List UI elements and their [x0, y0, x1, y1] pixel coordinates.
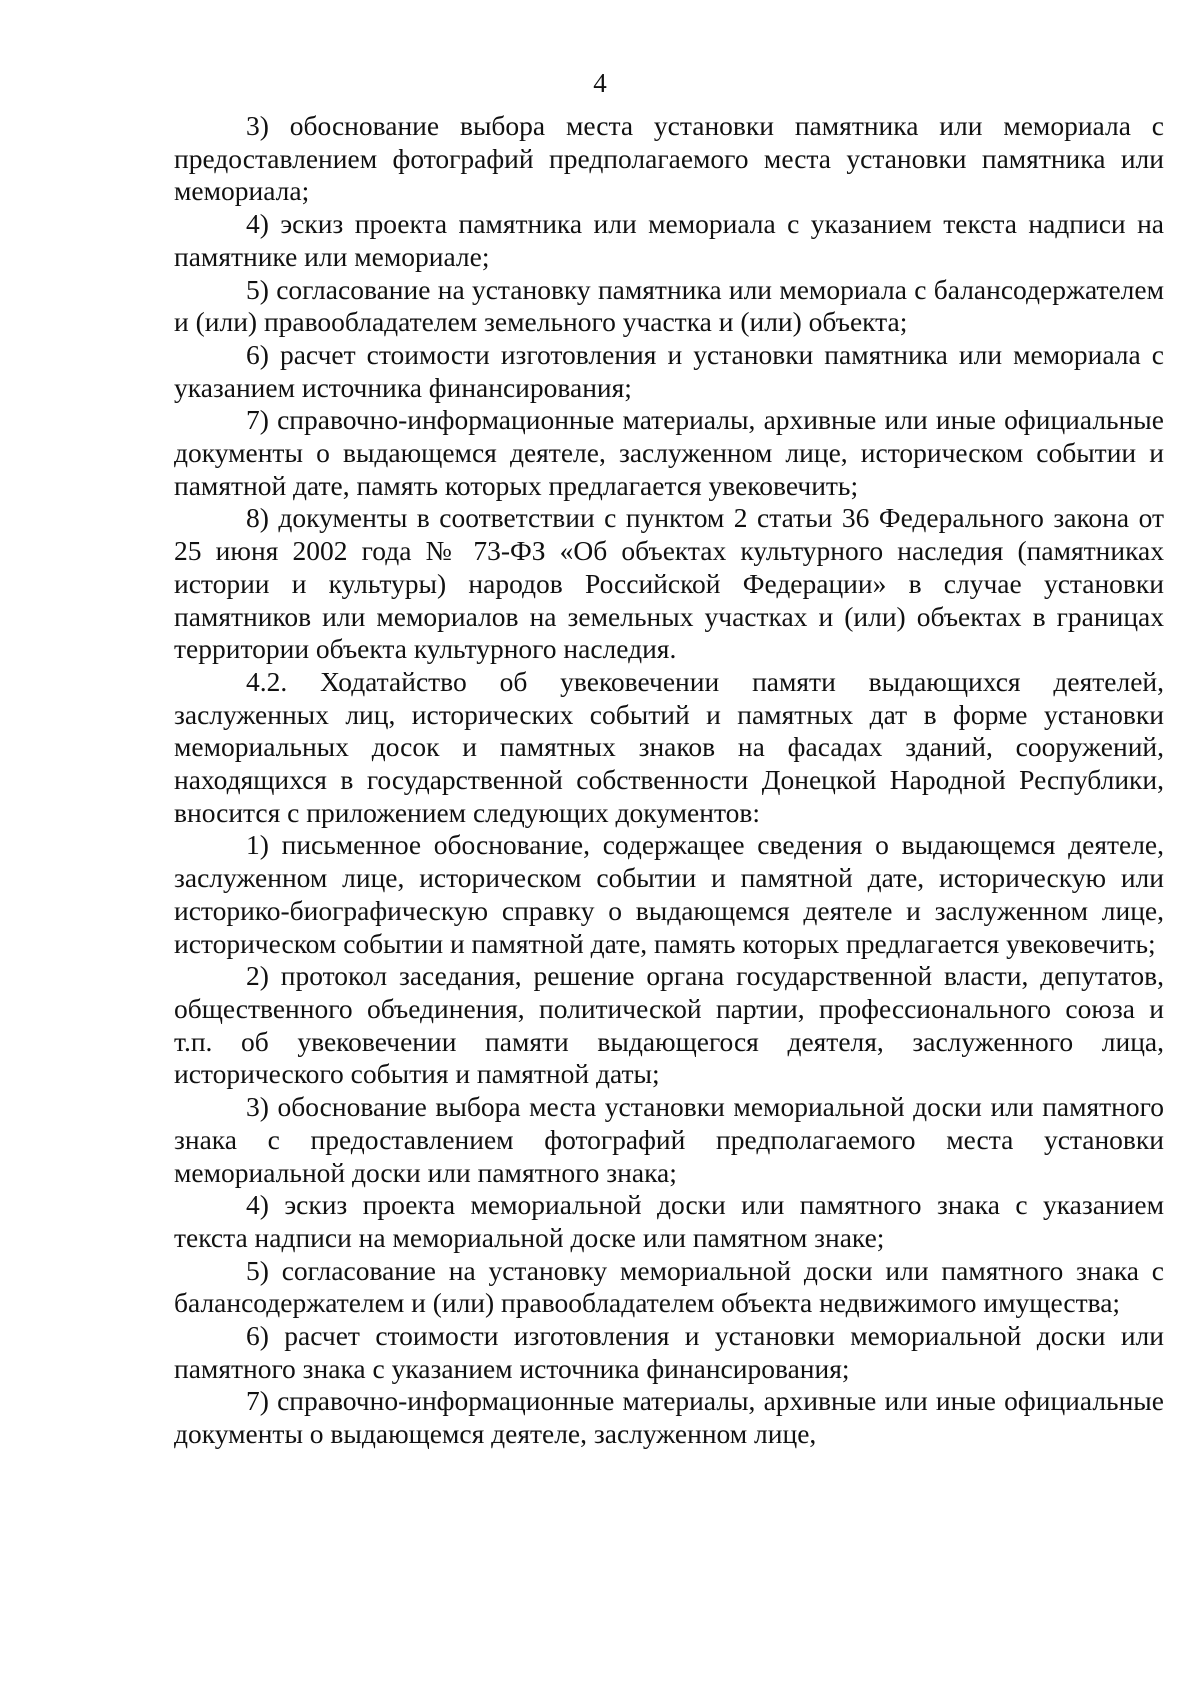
list-item-5-plaque-approval: 5) согласование на установку мемориальной доски или памятного знака с балансодержателем и (или) правообладателем объекта недвижимого имущества;	[174, 1254, 1164, 1319]
list-item-3-location-justification: 3) обоснование выбора места установки памятника или мемориала с предоставлением фотографий предполагаемого места установки памятника или мемориала;	[174, 110, 1164, 207]
list-item-3-plaque-location: 3) обоснование выбора места установки мемориальной доски или памятного знака с предоставлением фотографий предполагаемого места установки мемориальной доски или памятного знака;	[174, 1091, 1164, 1188]
list-item-6-plaque-cost: 6) расчет стоимости изготовления и установки мемориальной доски или памятного знака с указанием источника финансирования;	[174, 1320, 1164, 1384]
list-item-7-reference-materials: 7) справочно-информационные материалы, архивные или иные официальные документы о выдающемся деятеле, заслуженном лице, историческом событии и памятной дате, память которых предлагается увековечить;	[174, 404, 1164, 501]
section-4-2-petition: 4.2. Ходатайство об увековечении памяти выдающихся деятелей, заслуженных лиц, исторических событий и памятных дат в форме установки мемориальных досок и памятных знаков на фасадах зданий, сооружений, находящихся в государственной собственности Донецкой Народной Республики, вносится с приложением следующих документов:	[174, 665, 1164, 828]
list-item-5-installation-approval: 5) согласование на установку памятника или мемориала с балансодержателем и (или) правообладателем земельного участка и (или) объекта;	[174, 273, 1164, 338]
document-body	[174, 110, 1164, 1451]
page-number: 4	[593, 68, 607, 98]
list-item-4-plaque-sketch: 4) эскиз проекта мемориальной доски или памятного знака с указанием текста надписи на мемориальной доске или памятном знаке;	[174, 1189, 1164, 1253]
list-item-4-project-sketch: 4) эскиз проекта памятника или мемориала с указанием текста надписи на памятнике или мемориале;	[174, 208, 1164, 272]
list-item-8-heritage-documents: 8) документы в соответствии с пунктом 2 статьи 36 Федерального закона от 25 июня 2002 года № 73-ФЗ «Об объектах культурного наследия (памятниках истории и культуры) народов Российской Федерации» в случае установки памятников или мемориалов на земельных участках и (или) объектах в границах территории объекта культурного наследия.	[174, 502, 1164, 665]
list-item-6-cost-calculation: 6) расчет стоимости изготовления и установки памятника или мемориала с указанием источника финансирования;	[174, 338, 1164, 403]
list-item-2-meeting-protocol: 2) протокол заседания, решение органа государственной власти, депутатов, общественного объединения, политической партии, профессионального союза и т.п. об увековечении памяти выдающегося деятеля, заслуженного лица, исторического события и памятной даты;	[174, 960, 1164, 1090]
list-item-7-plaque-reference-materials: 7) справочно-информационные материалы, архивные или иные официальные документы о выдающемся деятеле, заслуженном лице,	[174, 1385, 1164, 1450]
list-item-1-written-justification: 1) письменное обоснование, содержащее сведения о выдающемся деятеле, заслуженном лице, историческом событии и памятной дате, историческую или историко-биографическую справку о выдающемся деятеле и заслуженном лице, историческом событии и памятной дате, память которых предлагается увековечить;	[174, 829, 1164, 959]
